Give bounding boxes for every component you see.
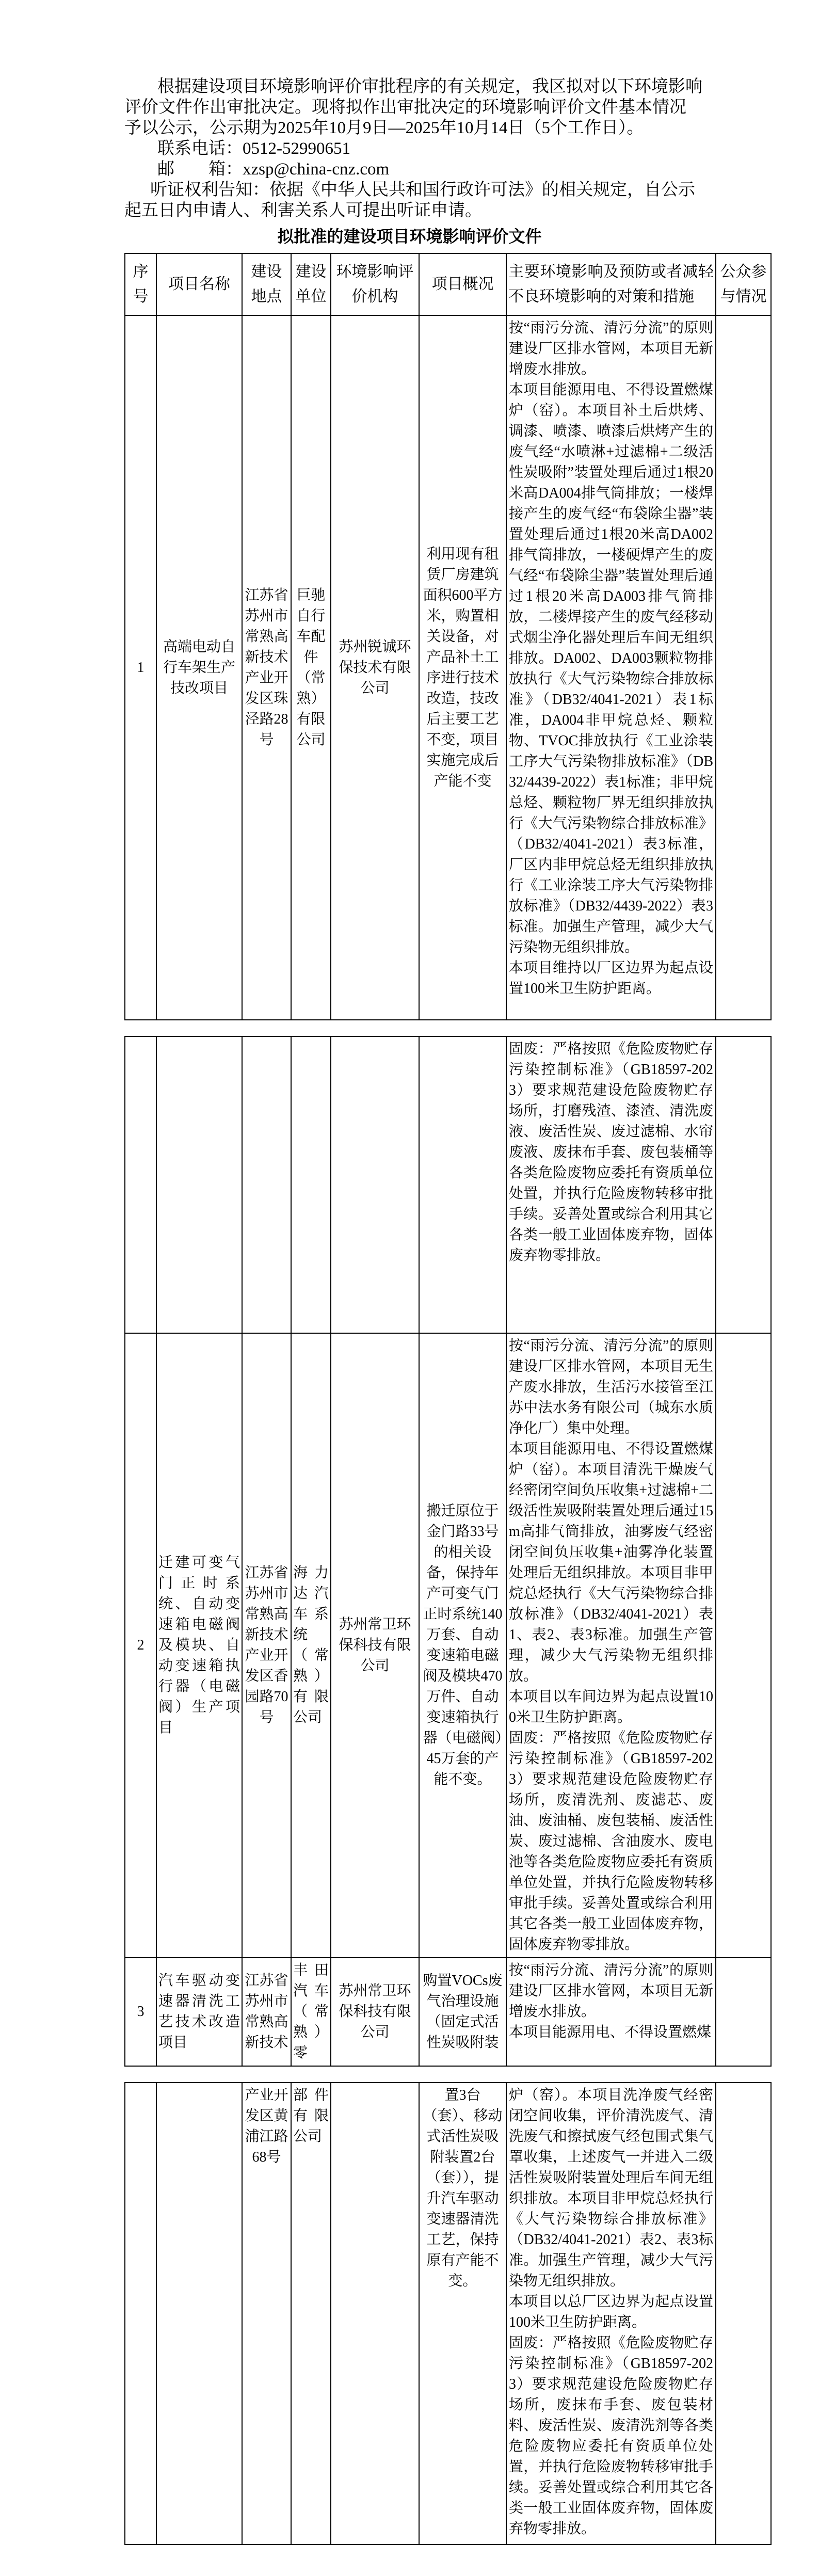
contact-email: [124, 159, 702, 180]
measure-solid-waste: 固废：严格按照《危险废物贮存污染控制标准》（GB18597-2023）要求规范建设危险废物贮存场所，废清洗剂、废滤芯、废油、废油桶、废包装桶、废活性炭、废过滤棉、含油废水、废电池等各类危险废物应委托有资质单位处置，并执行危险废物转移审批手续。妥善处置或综合利用其它各类一般工业固体废弃物，固体废弃物零排放。: [509, 1730, 713, 1953]
email-value[interactable]: xzsp@china-cnz.com: [243, 160, 390, 179]
projects-table-page-3: [124, 2082, 772, 2545]
measure-distance: 本项目以总厂区边界为起点设置100米卫生防护距离。: [509, 2294, 713, 2330]
measure-water: 按“雨污分流、清污分流”的原则建设厂区排水管网，本项目无新增废水排放。: [509, 320, 713, 377]
projects-table-page-1: [124, 253, 772, 1020]
measure-solid-waste: 固废：严格按照《危险废物贮存污染控制标准》（GB18597-2023）要求规范建设危险废物贮存场所，废抹布手套、废包装材料、废活性炭、废清洗剂等各类危险废物应委托有资质单位处置，并执行危险废物转移审批手续。妥善处置或综合利用其它各类一般工业固体废弃物，固体废弃物零排放。: [509, 2335, 713, 2537]
cell-name: [156, 1036, 242, 1333]
cell-agency: [331, 1036, 419, 1333]
cell-summary: 搬迁原位于金门路33号的相关设备，保持年产可变气门正时系统140万套、自动变速箱电磁阀及模块470万件、自动变速箱执行器（电磁阀）45万套的产能不变。: [419, 1333, 506, 1958]
cell-summary: 置3台（套）、移动式活性炭吸附装置2台（套）），提升汽车驱动变速器清洗工艺，保持原有产能不变。: [419, 2083, 506, 2545]
measure-water: 按“雨污分流、清污分流”的原则建设厂区排水管网，本项目无生产废水排放，生活污水接管至江苏中法水务有限公司（城东水质净化厂）集中处理。: [509, 1338, 713, 1436]
cell-public: [716, 1958, 771, 2066]
table-row: [125, 1333, 771, 1958]
contact-phone: [124, 138, 702, 159]
phone-label: 联系电话：: [157, 139, 243, 158]
cell-agency: [331, 2083, 419, 2545]
cell-unit: [291, 1036, 331, 1333]
email-label: 邮 箱：: [157, 160, 243, 179]
cell-unit: 巨驰自行车配件（常熟）有限公司: [291, 315, 331, 1020]
cell-name: 汽车驱动变速器清洗工艺技术改造项目: [156, 1958, 242, 2066]
header-location: 建设地点: [242, 253, 291, 315]
table-title: 拟批准的建设项目环境影响评价文件: [277, 227, 542, 246]
notice-text: [124, 76, 702, 221]
cell-measures: [506, 1036, 716, 1333]
cell-no: 1: [125, 315, 156, 1020]
header-unit: 建设单位: [291, 253, 331, 315]
cell-unit: 部件有限公司: [291, 2083, 331, 2545]
cell-summary: 购置VOCs废气治理设施（固定式活性炭吸附装: [419, 1958, 506, 2066]
cell-location: 江苏省苏州市常熟高新技术产业开发区珠泾路28号: [242, 315, 291, 1020]
measure-solid-waste: 固废：严格按照《危险废物贮存污染控制标准》（GB18597-2023）要求规范建设危险废物贮存场所，打磨残渣、漆渣、清洗废液、废活性炭、废过滤棉、水帘废液、废抹布手套、废包装桶等各类危险废物应委托有资质单位处置，并执行危险废物转移审批手续。妥善处置或综合利用其它各类一般工业固体废弃物，固体废弃物零排放。: [509, 1041, 713, 1263]
phone-value: 0512-52990651: [243, 139, 350, 158]
cell-measures: [506, 1958, 716, 2066]
table-row: [125, 315, 771, 1020]
cell-measures: [506, 315, 716, 1020]
table-row: [125, 1958, 771, 2066]
cell-no: 2: [125, 1333, 156, 1958]
header-name: 项目名称: [156, 253, 242, 315]
cell-no: [125, 1036, 156, 1333]
cell-unit: 丰田汽车（常熟）零: [291, 1958, 331, 2066]
cell-name: [156, 2083, 242, 2545]
cell-summary: 利用现有租赁厂房建筑面积600平方米，购置相关设备，对产品补土工序进行技术改造，技改后主要工艺不变，项目实施完成后产能不变: [419, 315, 506, 1020]
measure-water: 按“雨污分流、清污分流”的原则建设厂区排水管网，本项目无新增废水排放。: [509, 1962, 713, 2020]
cell-name: 迁建可变气门正时系统、自动变速箱电磁阀及模块、自动变速箱执行器（电磁阀）生产项目: [156, 1333, 242, 1958]
cell-agency: 苏州常卫环保科技有限公司: [331, 1958, 419, 2066]
notice-paragraph: 根据建设项目环境影响评价审批程序的有关规定，我区拟对以下环境影响评价文件作出审批决定。现将拟作出审批决定的环境影响评价文件基本情况予以公示，公示期为2025年10月9日—2025年10月14日（5个工作日）。: [124, 77, 702, 137]
cell-name: 高端电动自行车架生产技改项目: [156, 315, 242, 1020]
measure-air: 本项目能源用电、不得设置燃煤炉（窑）。本项目补土后烘烤、调漆、喷漆、喷漆后烘烤产生的废气经“水喷淋+过滤棉+二级活性炭吸附”装置处理后通过1根20米高DA004排气筒排放；一楼焊接产生的废气经“布袋除尘器”装置处理后通过1根20米高DA002排气筒排放，一楼硬焊产生的废气经“布袋除尘器”装置处理后通过1根20米高DA003排气筒排放，二楼焊接产生的废气经移动式烟尘净化器处理后车间无组织排放。DA002、DA003颗粒物排放执行《大气污染物综合排放标准》（DB32/4041-2021）表1标准，DA004非甲烷总烃、颗粒物、TVOC排放执行《工业涂装工序大气污染物排放标准》（DB32/4439-2022）表1标准；非甲烷总烃、颗粒物厂界无组织排放执行《大气污染物综合排放标准》（DB32/4041-2021）表3标准，厂区内非甲烷总烃无组织排放执行《工业涂装工序大气污染物排放标准》（DB32/4439-2022）表3标准。加强生产管理，减少大气污染物无组织排放。: [509, 382, 713, 955]
cell-location: 江苏省苏州市常熟高新技术: [242, 1958, 291, 2066]
header-no: 序号: [125, 253, 156, 315]
cell-location: 产业开发区黄浦江路68号: [242, 2083, 291, 2545]
header-agency: 环境影响评价机构: [331, 253, 419, 315]
cell-public: [716, 1333, 771, 1958]
cell-location: 江苏省苏州市常熟高新技术产业开发区香园路70号: [242, 1333, 291, 1958]
measure-air: 炉（窑）。本项目洗净废气经密闭空间收集，评价清洗废气、清洗废气和擦拭废气经包围式集气罩收集，上述废气一并进入二级活性炭吸附装置处理后车间无组织排放。本项目非甲烷总烃执行《大气污染物综合排放标准》（DB32/4041-2021）表2、表3标准。加强生产管理，减少大气污染物无组织排放。: [509, 2087, 713, 2289]
measure-distance: 本项目维持以厂区边界为起点设置100米卫生防护距离。: [509, 960, 713, 997]
cell-measures: [506, 2083, 716, 2545]
cell-measures: [506, 1333, 716, 1958]
cell-public: [716, 315, 771, 1020]
projects-table-page-2: [124, 1036, 772, 2067]
cell-agency: 苏州锐诚环保技术有限公司: [331, 315, 419, 1020]
table-row-continued: [125, 1036, 771, 1333]
measure-air: 本项目能源用电、不得设置燃煤炉（窑）。本项目清洗干燥废气经密闭空间负压收集+过滤棉+二级活性炭吸附装置处理后通过15m高排气筒排放，油雾废气经密闭空间负压收集+油雾净化装置处理后无组织排放。本项目非甲烷总烃执行《大气污染物综合排放标准》（DB32/4041-2021）表1、表2、表3标准。加强生产管理，减少大气污染物无组织排放。: [509, 1441, 713, 1684]
hearing-notice: 听证权利告知：依据《中华人民共和国行政许可法》的相关规定，自公示起五日内申请人、利害关系人可提出听证申请。: [124, 181, 695, 220]
header-measures: 主要环境影响及预防或者减轻不良环境影响的对策和措施: [506, 253, 716, 315]
cell-public: [716, 1036, 771, 1333]
cell-no: 3: [125, 1958, 156, 2066]
table-header-row: [125, 253, 771, 315]
measure-air: 本项目能源用电、不得设置燃煤: [509, 2024, 712, 2040]
table-row-continued: [125, 2083, 771, 2545]
cell-public: [716, 2083, 771, 2545]
cell-summary: [419, 1036, 506, 1333]
cell-unit: 海力达汽车系统（常熟）有限公司: [291, 1333, 331, 1958]
cell-location: [242, 1036, 291, 1333]
cell-no: [125, 2083, 156, 2545]
header-public: 公众参与情况: [716, 253, 771, 315]
measure-distance: 本项目以车间边界为起点设置100米卫生防护距离。: [509, 1689, 713, 1725]
cell-agency: 苏州常卫环保科技有限公司: [331, 1333, 419, 1958]
header-summary: 项目概况: [419, 253, 506, 315]
